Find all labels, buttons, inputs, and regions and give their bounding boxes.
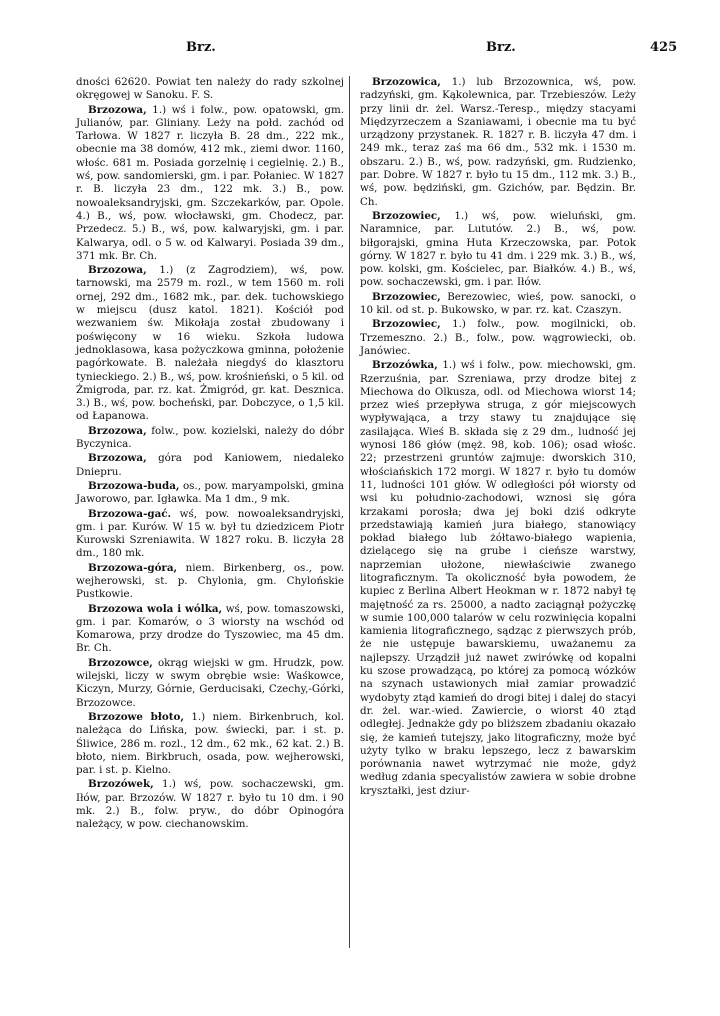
entry-headword: Brzozówka, [372, 359, 438, 372]
running-header-left: Brz. [186, 40, 216, 55]
entry-text: 1.) niem. Birkenbruch, kol. należąca do Lińska, pow. świecki, par. i st. p. Śliwice, 286 m. rozl., 12 dm., 62 mk., 62 kat. 2.) B. błoto, niem. Birkbruch, osada, pow. wejherowski, par. i st. p. Kielno. [76, 710, 344, 777]
entry-text: okrąg wiejski w gm. Hrudzk, pow. wilejski, liczy w swym obrębie wsie: Waśkowce, Kiczyn, Murzy, Górnie, Gerducisaki, Czechy,-Górki, Brzozowce. [76, 656, 345, 709]
entry-headword: Brzozowce, [88, 656, 153, 669]
running-header-right: Brz. [486, 40, 516, 55]
entry-headword: Brzozówek, [88, 778, 154, 791]
entry-text: os., pow. maryampolski, gmina Jaworowo, par. Igławka. Ma 1 dm., 9 mk. [76, 479, 344, 506]
entry-text: 1.) lub Brzozownica, wś, pow. radzyński, gm. Kąkolewnica, par. Trzebieszów. Leży przy linii dr. żel. Warsz.-Teresp., między stacyami Międzyrzeczem a Szaniawami, i obecnie ma tu być urządzony przystanek. R. 1827 r. B. liczyła 47 dm. i 249 mk., teraz zaś ma 66 dm., 532 mk. i 1530 m. obszaru. 2.) B., wś, pow. radzyński, gm. Rudzienko, par. Dobre. W 1827 r. było tu 15 dm., 112 mk. 3.) B., wś, pow. będziński, gm. Gzichów, par. Będzin. Br. Ch. [360, 76, 636, 208]
entry-text: 1.) wś, pow. wieluński, gm. Naramnice, par. Lututów. 2.) B., wś, pow. biłgorajski, gmina Huta Krzeczowska, par. Potok górny. W 1827 r. było tu 41 dm. i 229 mk. 3.) B., wś, pow. kolski, gm. Kościelec, par. Białków. 4.) B., wś, pow. sochaczewski, gm. i par. Iłów. [360, 209, 637, 289]
entry-headword: Brzozowa, [88, 452, 147, 465]
entry-headword: Brzozowica, [372, 76, 441, 88]
entry [76, 657, 344, 710]
entry-text: 1.) wś i folw., pow. opatowski, gm. Julianów, par. Gliniany. Leży na połd. zachód od Tarłowa. W 1827 r. liczyła B. 28 dm., 222 mk., obecnie ma 38 domów, 412 mk., ziemi dwor. 1160, włośc. 681 m. Posiada gorzelnię i cegielnię. 2.) B., wś, pow. sandomierski, gm. i par. Połaniec. W 1827 r. B. liczyła 23 dm., 122 mk. 3.) B., pow. nowoaleksandryjski, gm. Szczekarków, par. Opole. 4.) B., wś, pow. włocławski, gm. Chodecz, par. Przedecz. 5.) B., wś, pow. kalwaryjski, gm. i par. Kalwarya, odl. o 5 w. od Kalwaryi. Posiada 39 dm., 371 mk. Br. Ch. [76, 103, 344, 262]
entry-text: 1.) wś i folw., pow. miechowski, gm. Rzerzuśnia, par. Szreniawa, przy drodze bitej z Miechowa do Olkusza, odl. od Miechowa wiorst 14; przez wieś przepływa struga, z gór miejscowych wypływająca, a trzy stawy tu znajdujące się zasilająca. Wieś B. składa się z 29 dm., ludność jej wynosi 186 głów (męż. 98, kob. 106); osad włośc. 22; przestrzeni gruntów zajmuje: dworskich 310, włościańskich 172 morgi. W 1827 r. było tu domów 11, ludności 101 głów. W odległości pół wiorsty od wsi ku południo-zachodowi, wznosi się góra krzakami porosła; dwa jej boki dziś odkryte przedstawiają kamień jura białego, stanowiący pokład białego lub żółtawo-białego wapienia, dzielącego się na grube i cieńsze warstwy, naprzemian ułożone, niewłaściwie zwanego litograficznym. Ta okoliczność była powodem, że kupiec z Berlina Albert Heokman w r. 1872 nabył tę majętność za rs. 25000, a nadto zaciągnął pożyczkę w sumie 100,000 talarów w celu rozwinięcia kopalni kamienia litograficznego, sądząc z pierwszych prób, że nie ustępuje bawarskiemu, uważanemu za najlepszy. Urządził już nawet zwirówkę od kopalni ku szose prowadzącą, po której za pomocą wózków na szynach ustawionych miał zamiar prowadzić wydobyty ztąd kamień do drogi bitej i dalej do stacyi dr. żel. war.-wied. Zawiercie, o wiorst 40 ztąd odległej. Jednakże gdy po bliższem zbadaniu okazało się, że kamień tutejszy, jako litograficzny, może być użyty tylko w braku lepszego, lecz z bawarskim porównania nawet wytrzymać nie może, gdyż według zdania specyalistów zawiera w sobie drobne kryształki, jest dziur- [360, 359, 636, 797]
entry-headword: Brzozowa-gać. [88, 507, 172, 520]
entry [76, 104, 344, 264]
entry-text: 1.) folw., pow. mogilnicki, ob. Trzemeszno. 2.) B., folw., pow. wągrowiecki, ob. Janówiec. [360, 318, 636, 357]
entry [76, 425, 344, 452]
entry-text: góra pod Kaniowem, niedaleko Dniepru. [76, 452, 344, 478]
entry [360, 291, 636, 318]
entry [360, 318, 636, 358]
entry [76, 711, 344, 777]
entry [360, 210, 636, 290]
entry [360, 359, 636, 798]
entry-headword: Brzozowiec, [372, 318, 441, 331]
entry-text: niem. Birkenberg, os., pow. wejherowski, st. p. Chylonia, gm. Chylońskie Pustkowie. [76, 561, 344, 601]
entry-text: wś, pow. tomaszowski, gm. i par. Komarów, o 3 wiorsty na wschód od Komarowa, przy drodze do Tyszowiec, ma 45 dm. Br. Ch. [76, 602, 344, 655]
entry-text: folw., pow. kozielski, należy do dóbr Byczynica. [76, 424, 344, 451]
entry-headword: Brzozowa-góra, [88, 561, 178, 574]
entry [76, 562, 344, 602]
entry [76, 508, 344, 561]
entry [76, 603, 344, 656]
entry-text: dności 62620. Powiat ten należy do rady szkolnej okręgowej w Sanoku. F. S. [76, 76, 344, 102]
entry [76, 452, 344, 479]
entry-headword: Brzozowiec, [372, 209, 441, 222]
entry [76, 778, 344, 831]
entry-headword: Brzozowa, [88, 264, 147, 277]
entry-headword: Brzozowa, [88, 424, 147, 437]
entry [360, 76, 636, 209]
entry-text: 1.) wś, pow. sochaczewski, gm. Iłów, par. Brzozów. W 1827 r. było tu 10 dm. i 90 mk. 2.) B., folw. pryw., do dóbr Opinogóra należący, w pow. ciechanowskim. [76, 778, 344, 831]
entry-text: wś, pow. nowoaleksandryjski, gm. i par. Kurów. W 15 w. był tu dziedzicem Piotr Kurowski Szreniawita. W 1827 roku. B. liczyła 28 dm., 180 mk. [76, 507, 344, 560]
entry-headword: Brzozowa wola i wólka, [88, 602, 223, 615]
entry-text: Berezowiec, wieś, pow. sanocki, o 10 kil. od st. p. Bukowsko, w par. rz. kat. Czaszyn. [360, 290, 636, 317]
entry-headword: Brzozowa, [88, 103, 147, 116]
left-column [76, 76, 344, 833]
entry-headword: Brzozowa-buda, [88, 479, 180, 492]
entry [76, 264, 344, 424]
entry-headword: Brzozowiec, [372, 290, 441, 303]
column-divider [349, 76, 350, 948]
entry-text: 1.) (z Zagrodziem), wś, pow. tarnowski, ma 2579 m. rozl., w tem 1560 m. roli ornej, 292 dm., 1682 mk., par. dek. tuchowskiego w miejscu (dusz katol. 1821). Kościół pod wezwaniem św. Mikołaja został zbudowany i poświęcony w 16 wieku. Szkoła ludowa jednoklasowa, kasa pożyczkowa gminna, położenie pagórkowate. B. należała niegdyś do klasztoru tynieckiego. 2.) B., wś, pow. krośnieński, o 5 kil. od Żmigroda, par. rz. kat. Żmigród, gr. kat. Desznica. 3.) B., wś, pow. bocheński, par. Dobczyce, o 1,5 kil. od Łapanowa. [76, 264, 344, 423]
entry [76, 480, 344, 507]
entry [76, 76, 344, 103]
entry-headword: Brzozowe błoto, [88, 710, 184, 723]
right-column [360, 76, 636, 799]
page-number: 425 [650, 40, 678, 55]
